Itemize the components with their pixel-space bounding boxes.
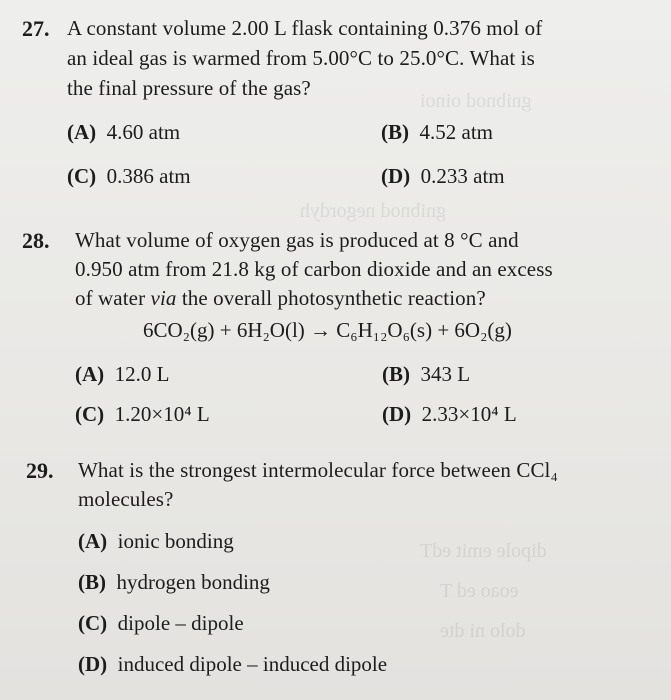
option-letter: (C) <box>67 164 97 188</box>
q27-option-a <box>67 120 180 145</box>
option-letter: (D) <box>78 652 108 676</box>
question-27-line-2: an ideal gas is warmed from 5.00°C to 25.0°C. What is <box>67 46 535 70</box>
show-through-text: gnibnod negordyh <box>300 200 447 222</box>
reaction-equation: 6CO₂(g) + 6H₂O(l) → C₆H₁₂O₆(s) + 6O₂(g) <box>143 318 512 342</box>
q28-option-b <box>382 362 470 387</box>
option-text: ionic bonding <box>117 529 234 553</box>
line-italic-word: via <box>150 286 177 310</box>
question-29-line-2: molecules? <box>78 487 174 511</box>
option-text: 0.233 atm <box>420 164 505 188</box>
option-text: 1.20×10⁴ L <box>114 402 210 426</box>
option-text: 0.386 atm <box>106 164 191 188</box>
option-letter: (B) <box>78 570 106 594</box>
question-27-number: 27. <box>22 16 50 41</box>
question-28-line-3 <box>75 286 486 311</box>
option-letter: (B) <box>381 120 409 144</box>
show-through-text: dolo ni dte <box>440 620 526 642</box>
line-text: of water <box>75 286 146 310</box>
option-letter: (C) <box>78 611 108 635</box>
option-text: 2.33×10⁴ L <box>421 402 517 426</box>
q27-option-b <box>381 120 493 145</box>
option-text: hydrogen bonding <box>116 570 270 594</box>
q29-option-b <box>78 570 270 595</box>
option-text: induced dipole – induced dipole <box>117 652 388 676</box>
q29-option-a <box>78 529 234 554</box>
show-through-text: eoao ed T <box>440 580 519 602</box>
question-28-line-2: 0.950 atm from 21.8 kg of carbon dioxide and an excess <box>75 257 553 281</box>
question-29-number: 29. <box>26 458 54 483</box>
option-text: dipole – dipole <box>117 611 244 635</box>
question-28-line-1: What volume of oxygen gas is produced at 8 °C and <box>75 228 519 252</box>
q28-option-c <box>75 402 210 427</box>
option-letter: (D) <box>381 164 411 188</box>
q29-option-c <box>78 611 244 636</box>
q29-option-d <box>78 652 387 677</box>
option-letter: (C) <box>75 402 105 426</box>
option-text: 4.52 atm <box>419 120 493 144</box>
option-letter: (D) <box>382 402 412 426</box>
q27-option-c <box>67 164 191 189</box>
question-29-line-1: What is the strongest intermolecular force between CCl₄ <box>78 458 558 482</box>
option-letter: (B) <box>382 362 410 386</box>
option-text: 4.60 atm <box>106 120 181 144</box>
show-through-text: dipole emit edT <box>420 540 547 562</box>
q28-option-d <box>382 402 517 427</box>
q28-option-a <box>75 362 169 387</box>
option-letter: (A) <box>67 120 97 144</box>
question-28-number: 28. <box>22 228 50 253</box>
option-text: 343 L <box>420 362 471 386</box>
show-through-text: gnibnod oinoi <box>420 90 532 112</box>
question-27-line-1: A constant volume 2.00 L flask containing 0.376 mol of <box>67 16 543 40</box>
option-letter: (A) <box>75 362 105 386</box>
option-text: 12.0 L <box>114 362 170 386</box>
line-text: the overall photosynthetic reaction? <box>181 286 486 310</box>
question-27-line-3: the final pressure of the gas? <box>67 76 311 100</box>
option-letter: (A) <box>78 529 108 553</box>
q27-option-d <box>381 164 505 189</box>
